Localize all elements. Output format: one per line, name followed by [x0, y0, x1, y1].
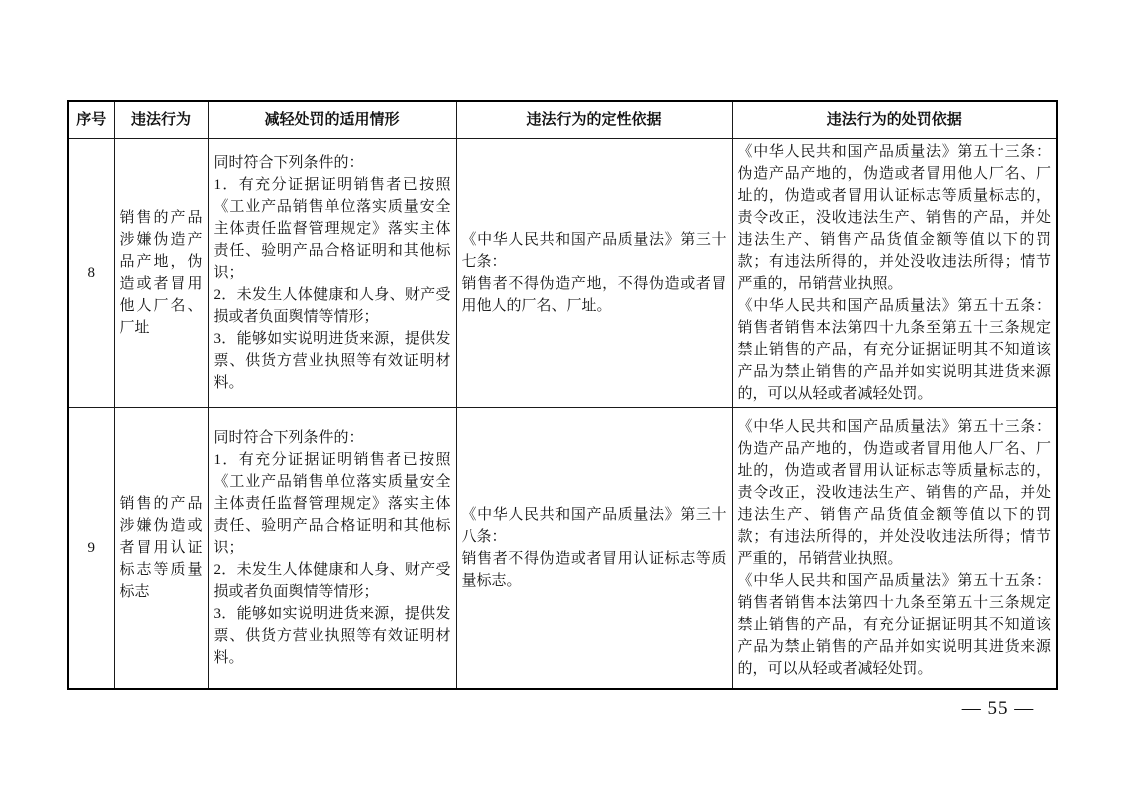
row9-punishment-cell	[732, 407, 1057, 689]
table-row-9	[68, 407, 1057, 689]
header-seq-number: 序号	[68, 101, 114, 138]
header-mitigation-circumstances: 减轻处罚的适用情形	[208, 101, 456, 138]
row9-mitigation-item-2: 2．未发生人体健康和人身、财产受损或者负面舆情等情形；	[213, 561, 451, 600]
row8-punishment-article-53: 《中华人民共和国产品质量法》第五十三条：伪造产品产地的，伪造或者冒用他人厂名、厂址的，伪造或者冒用认证标志等质量标志的，责令改正，没收违法生产、销售的产品，并处违法生产、销售产品货值金额等值以下的罚款；有违法所得的，并处没收违法所得；情节严重的，吊销营业执照。	[737, 143, 1051, 292]
header-qualitative-basis: 违法行为的定性依据	[456, 101, 732, 138]
row9-mitigation-item-3: 3．能够如实说明进货来源，提供发票、供货方营业执照等有效证明材料。	[213, 605, 451, 666]
row9-mitigation-item-1: 1．有充分证据证明销售者已按照《工业产品销售单位落实质量安全主体责任监督管理规定》落实主体责任、验明产品合格证明和其他标识；	[213, 451, 451, 556]
row8-mitigation-cell	[208, 138, 456, 407]
row8-qualitative-citation: 《中华人民共和国产品质量法》第三十七条：	[461, 231, 727, 270]
row9-qualitative-text: 销售者不得伪造或者冒用认证标志等质量标志。	[461, 550, 727, 589]
page-number: — 55 —	[961, 698, 1035, 719]
row8-punishment-cell	[732, 138, 1057, 407]
row9-punishment-article-55: 《中华人民共和国产品质量法》第五十五条：销售者销售本法第四十九条至第五十三条规定禁止销售的产品，有充分证据证明其不知道该产品为禁止销售的产品并如实说明其进货来源的，可以从轻或者减轻处罚。	[737, 572, 1051, 677]
header-illegal-behavior: 违法行为	[114, 101, 208, 138]
row8-qualitative-text: 销售者不得伪造产地，不得伪造或者冒用他人的厂名、厂址。	[461, 275, 727, 314]
row8-mitigation-item-1: 1．有充分证据证明销售者已按照《工业产品销售单位落实质量安全主体责任监督管理规定》落实主体责任、验明产品合格证明和其他标识；	[213, 176, 451, 281]
row8-punishment-article-55: 《中华人民共和国产品质量法》第五十五条：销售者销售本法第四十九条至第五十三条规定禁止销售的产品，有充分证据证明其不知道该产品为禁止销售的产品并如实说明其进货来源的，可以从轻或者减轻处罚。	[737, 297, 1051, 402]
row9-seq-number: 9	[68, 407, 114, 689]
row9-mitigation-cell	[208, 407, 456, 689]
row9-punishment-article-53: 《中华人民共和国产品质量法》第五十三条：伪造产品产地的，伪造或者冒用他人厂名、厂址的，伪造或者冒用认证标志等质量标志的，责令改正，没收违法生产、销售的产品，并处违法生产、销售产品货值金额等值以下的罚款；有违法所得的，并处没收违法所得；情节严重的，吊销营业执照。	[737, 418, 1051, 567]
table-header-row	[68, 101, 1057, 138]
row9-illegal-behavior: 销售的产品涉嫌伪造或者冒用认证标志等质量标志	[114, 407, 208, 689]
row8-qualitative-cell	[456, 138, 732, 407]
row8-seq-number: 8	[68, 138, 114, 407]
row9-qualitative-cell	[456, 407, 732, 689]
header-punishment-basis: 违法行为的处罚依据	[732, 101, 1057, 138]
row8-mitigation-item-2: 2．未发生人体健康和人身、财产受损或者负面舆情等情形；	[213, 286, 451, 325]
row8-mitigation-intro: 同时符合下列条件的：	[213, 154, 364, 171]
penalty-table	[67, 100, 1058, 690]
row8-illegal-behavior: 销售的产品涉嫌伪造产品产地，伪造或者冒用他人厂名、厂址	[114, 138, 208, 407]
row8-mitigation-item-3: 3．能够如实说明进货来源，提供发票、供货方营业执照等有效证明材料。	[213, 330, 451, 391]
row9-qualitative-citation: 《中华人民共和国产品质量法》第三十八条：	[461, 506, 727, 545]
table-row-8	[68, 138, 1057, 407]
row9-mitigation-intro: 同时符合下列条件的：	[213, 429, 364, 446]
